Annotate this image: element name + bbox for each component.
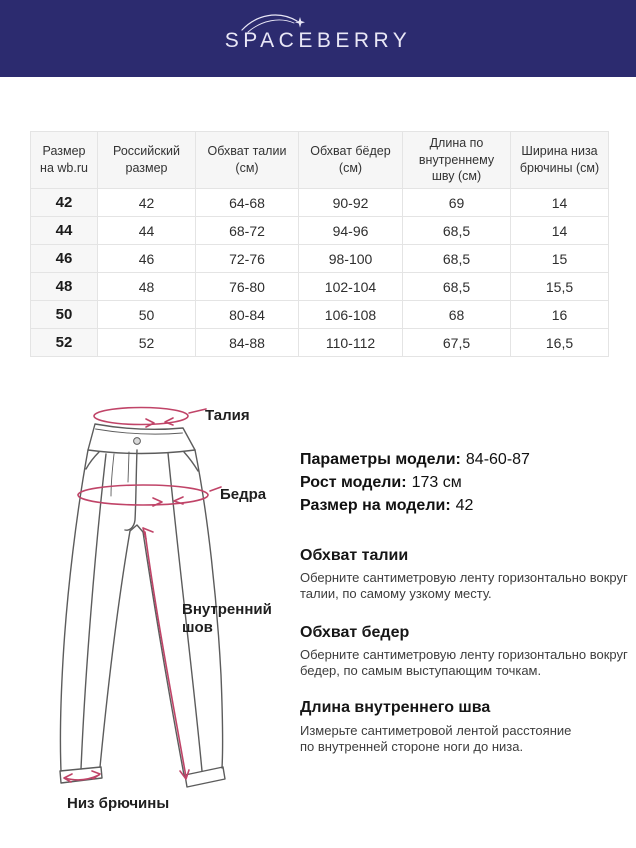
- cell: 98-100: [299, 245, 403, 273]
- text-line: по внутренней стороне ноги до низа.: [300, 738, 524, 754]
- table-row: [31, 301, 609, 329]
- model-height-value: 173 см: [411, 474, 462, 491]
- cell: 15: [511, 245, 609, 273]
- cell: 67,5: [403, 329, 511, 357]
- model-size-label: Размер на модели:: [300, 497, 451, 514]
- cell: 14: [511, 217, 609, 245]
- inseam-label: Внутренний шов: [182, 601, 272, 636]
- cell: 72-76: [196, 245, 299, 273]
- cell: 90-92: [299, 189, 403, 217]
- cell: 84-88: [196, 329, 299, 357]
- cell: 68,5: [403, 273, 511, 301]
- table-header-row: [31, 132, 609, 189]
- cell: 80-84: [196, 301, 299, 329]
- hips-section-body: [300, 647, 628, 678]
- model-parameters-label: Параметры модели:: [300, 451, 461, 468]
- text-line: бедер, по самым выступающим точкам.: [300, 662, 542, 678]
- model-height-line: [300, 471, 530, 494]
- cell: 102-104: [299, 273, 403, 301]
- cell: 44: [98, 217, 196, 245]
- table-row: [31, 329, 609, 357]
- hips-label: Бедра: [220, 486, 267, 503]
- col-header-ru-size: Российский размер: [98, 132, 196, 189]
- cell: 48: [98, 273, 196, 301]
- model-height-label: Рост модели:: [300, 474, 407, 491]
- cell: 94-96: [299, 217, 403, 245]
- col-header-waist: Обхват талии (см): [196, 132, 299, 189]
- cell: 106-108: [299, 301, 403, 329]
- cell: 76-80: [196, 273, 299, 301]
- size-table: [30, 131, 609, 357]
- text-line: Оберните сантиметровую ленту горизонтально вокруг: [300, 647, 628, 662]
- cell: 68-72: [196, 217, 299, 245]
- table-row: [31, 273, 609, 301]
- model-parameters-value: 84-60-87: [465, 451, 530, 468]
- cell: 44: [31, 217, 98, 245]
- cell: 50: [31, 301, 98, 329]
- cell: 110-112: [299, 329, 403, 357]
- inseam-section-body: [300, 723, 571, 754]
- model-size-line: [300, 494, 530, 517]
- col-header-wb-size: Размер на wb.ru: [31, 132, 98, 189]
- text-line: Оберните сантиметровую ленту горизонтально вокруг: [300, 570, 628, 585]
- col-header-hips: Обхват бёдер (см): [299, 132, 403, 189]
- table-row: [31, 189, 609, 217]
- text-line: талии, по самому узкому месту.: [300, 585, 492, 601]
- cell: 14: [511, 189, 609, 217]
- waist-section-body: [300, 570, 628, 601]
- waist-label: Талия: [205, 407, 250, 424]
- table-row: [31, 245, 609, 273]
- cell: 68,5: [403, 217, 511, 245]
- cell: 52: [31, 329, 98, 357]
- cell: 16,5: [511, 329, 609, 357]
- cell: 42: [31, 189, 98, 217]
- cell: 15,5: [511, 273, 609, 301]
- waist-section-title: Обхват талии: [300, 547, 409, 564]
- col-header-hem-width: Ширина низа брючины (см): [511, 132, 609, 189]
- cell: 16: [511, 301, 609, 329]
- model-info: [300, 448, 530, 517]
- col-header-inseam: Длина по внутреннему шву (см): [403, 132, 511, 189]
- cell: 42: [98, 189, 196, 217]
- cell: 48: [31, 273, 98, 301]
- cell: 69: [403, 189, 511, 217]
- cell: 50: [98, 301, 196, 329]
- cell: 68,5: [403, 245, 511, 273]
- hips-section-title: Обхват бедер: [300, 624, 410, 641]
- inseam-section-title: Длина внутреннего шва: [300, 699, 491, 716]
- model-parameters-line: [300, 448, 530, 471]
- brand-logo: SPACEBERRY: [224, 29, 412, 52]
- pants-diagram: [15, 390, 285, 810]
- cell: 64-68: [196, 189, 299, 217]
- hem-label: Низ брючины: [67, 795, 170, 812]
- text-line: Измерьте сантиметровой лентой расстояние: [300, 723, 572, 738]
- cell: 46: [31, 245, 98, 273]
- model-size-value: 42: [455, 497, 474, 514]
- table-row: [31, 217, 609, 245]
- brand-header: [0, 0, 636, 77]
- cell: 68: [403, 301, 511, 329]
- cell: 52: [98, 329, 196, 357]
- cell: 46: [98, 245, 196, 273]
